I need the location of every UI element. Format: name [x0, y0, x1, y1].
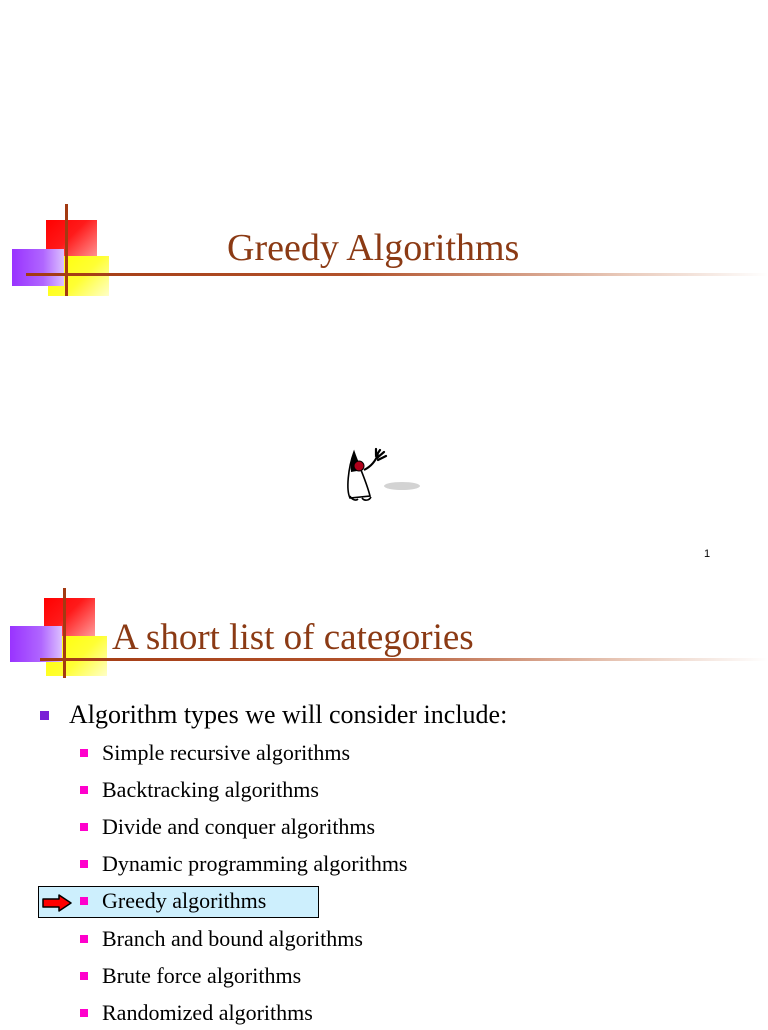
- slide-title: A short list of categories: [112, 617, 474, 658]
- sub-bullet-text: Backtracking algorithms: [102, 777, 319, 802]
- duke-mascot-icon: [340, 446, 424, 506]
- page-number: 1: [704, 548, 711, 560]
- bullet-marker: [40, 711, 49, 720]
- sub-bullet-marker: [80, 897, 88, 905]
- sub-bullet-marker: [80, 1009, 88, 1017]
- slide-2: [0, 576, 768, 1024]
- red-arrow-icon: [42, 894, 72, 912]
- sub-bullet-text: Greedy algorithms: [102, 888, 267, 913]
- logo-vertical-line: [63, 588, 66, 678]
- color-squares-logo: [10, 588, 110, 680]
- sub-bullet-marker: [80, 860, 88, 868]
- sub-bullet-text: Dynamic programming algorithms: [102, 851, 408, 876]
- sub-bullet-marker: [80, 749, 88, 757]
- sub-bullet-marker: [80, 823, 88, 831]
- sub-bullet-text: Randomized algorithms: [102, 1000, 313, 1025]
- sub-bullet-text: Simple recursive algorithms: [102, 740, 351, 765]
- slide-title: Greedy Algorithms: [227, 227, 520, 269]
- sub-bullet-text: Divide and conquer algorithms: [102, 814, 376, 839]
- logo-vertical-line: [65, 204, 68, 296]
- logo-purple-square: [10, 626, 62, 662]
- title-rule: [26, 273, 768, 276]
- sub-bullet-marker: [80, 935, 88, 943]
- logo-purple-square: [12, 249, 64, 286]
- color-squares-logo: [12, 204, 112, 298]
- sub-bullet-text: Brute force algorithms: [102, 963, 302, 988]
- sub-bullet-marker: [80, 972, 88, 980]
- sub-bullet-text: Branch and bound algorithms: [102, 926, 363, 951]
- bullet-text: Algorithm types we will consider include:: [69, 700, 508, 729]
- sub-bullet-marker: [80, 786, 88, 794]
